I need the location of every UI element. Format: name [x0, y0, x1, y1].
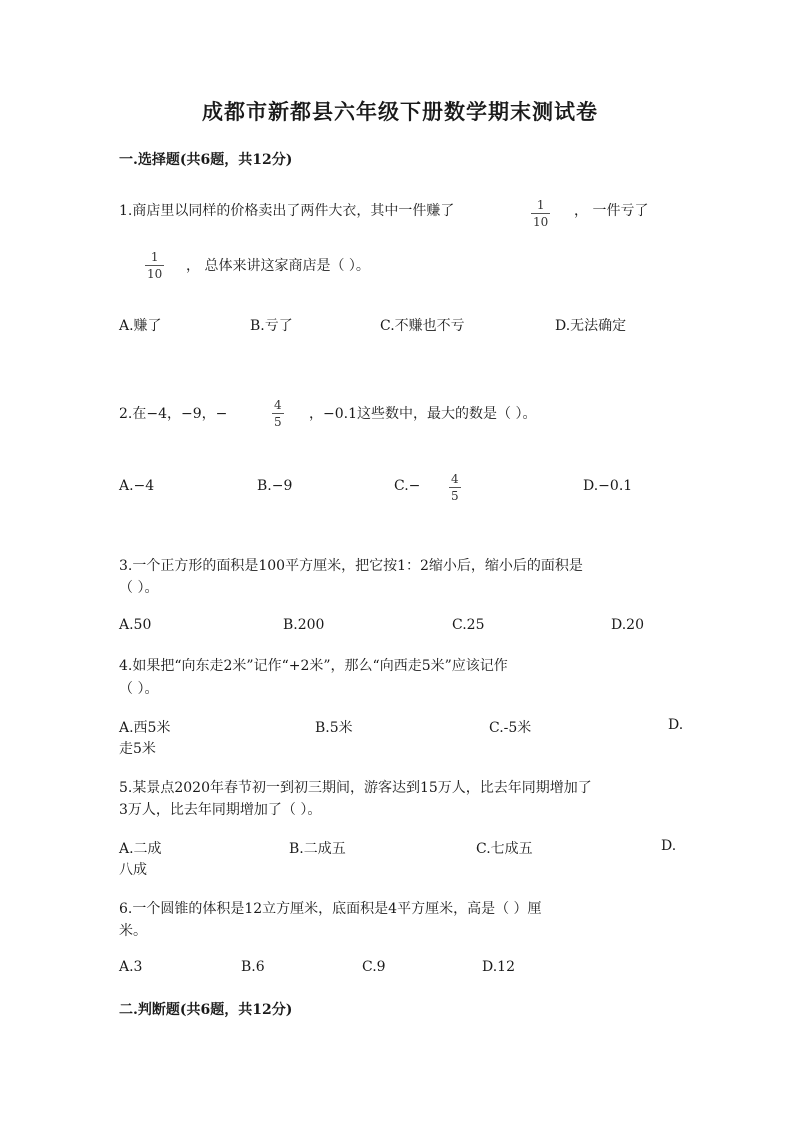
question-1-fraction-1: [531, 198, 550, 229]
fraction-denominator: 10: [533, 215, 549, 229]
question-1-option-c: C.不赚也不亏: [380, 318, 465, 334]
fraction-bar: [145, 265, 164, 266]
question-2-text-a: 2.在−4，−9，−: [119, 406, 228, 422]
question-6-line-1: 6.一个圆锥的体积是12立方厘米，底面积是4平方厘米，高是（ ）厘: [119, 901, 542, 917]
section-heading-judgment: 二.判断题(共6题，共12分): [119, 1002, 293, 1018]
fraction-bar: [449, 487, 461, 488]
question-1-text-a: 1.商店里以同样的价格卖出了两件大衣，其中一件赚了: [119, 203, 455, 219]
question-1-text-b: ， 一件亏了: [574, 203, 649, 219]
fraction-bar: [531, 213, 550, 214]
question-5-option-a: A.二成: [119, 841, 162, 857]
question-3-line-2: （ ）。: [119, 580, 159, 596]
question-2-fraction: [272, 398, 284, 429]
question-6-option-d: D.12: [482, 959, 515, 975]
fraction-denominator: 10: [147, 267, 163, 281]
question-2-option-c: C.−: [394, 478, 421, 494]
question-4-line-1: 4.如果把“向东走2米”记作“+2米”，那么“向西走5米”应该记作: [119, 658, 508, 674]
fraction-numerator: 1: [536, 198, 545, 212]
fraction-numerator: 1: [150, 250, 159, 264]
section-heading-choice: 一.选择题(共6题，共12分): [119, 152, 293, 168]
question-2-text-b: ，−0.1这些数中，最大的数是（ ）。: [309, 406, 537, 422]
question-3-option-c: C.25: [452, 617, 485, 633]
question-1-text-c: ， 总体来讲这家商店是（ ）。: [186, 258, 370, 274]
question-6-option-c: C.9: [362, 959, 386, 975]
question-3-line-1: 3.一个正方形的面积是100平方厘米，把它按1：2缩小后，缩小后的面积是: [119, 558, 583, 574]
question-4-option-c: C.-5米: [489, 720, 532, 736]
question-5-line-1: 5.某景点2020年春节初一到初三期间，游客达到15万人，比去年同期增加了: [119, 780, 592, 796]
question-4-option-b: B.5米: [315, 720, 353, 736]
page-title: 成都市新都县六年级下册数学期末测试卷: [202, 99, 598, 124]
question-1-option-a: A.赚了: [119, 318, 162, 334]
question-5-option-c: C.七成五: [476, 841, 533, 857]
question-5-option-b: B.二成五: [289, 841, 346, 857]
question-5-option-d-continued: 八成: [119, 862, 147, 878]
fraction-denominator: 5: [274, 415, 282, 429]
question-5-option-d: D.: [661, 838, 677, 854]
question-1-fraction-2: [145, 250, 164, 281]
question-4-line-2: （ ）。: [119, 681, 159, 697]
question-6-option-b: B.6: [241, 959, 265, 975]
question-2-option-c-fraction: [449, 472, 461, 503]
question-2-option-a: A.−4: [119, 478, 155, 494]
fraction-denominator: 5: [451, 489, 459, 503]
fraction-bar: [272, 413, 284, 414]
question-6-line-2: 米。: [119, 923, 147, 939]
fraction-numerator: 4: [451, 472, 459, 486]
question-4-option-a: A.西5米: [119, 720, 171, 736]
question-4-option-d-continued: 走5米: [119, 741, 156, 757]
question-1-option-b: B.亏了: [250, 318, 293, 334]
question-3-option-b: B.200: [283, 617, 325, 633]
question-2-option-b: B.−9: [257, 478, 293, 494]
question-3-option-d: D.20: [611, 617, 644, 633]
question-5-line-2: 3万人，比去年同期增加了（ ）。: [119, 802, 322, 818]
question-1-option-d: D.无法确定: [555, 318, 627, 334]
question-6-option-a: A.3: [119, 959, 143, 975]
question-4-option-d: D.: [668, 717, 684, 733]
question-2-option-d: D.−0.1: [583, 478, 633, 494]
fraction-numerator: 4: [274, 398, 282, 412]
question-3-option-a: A.50: [119, 617, 152, 633]
